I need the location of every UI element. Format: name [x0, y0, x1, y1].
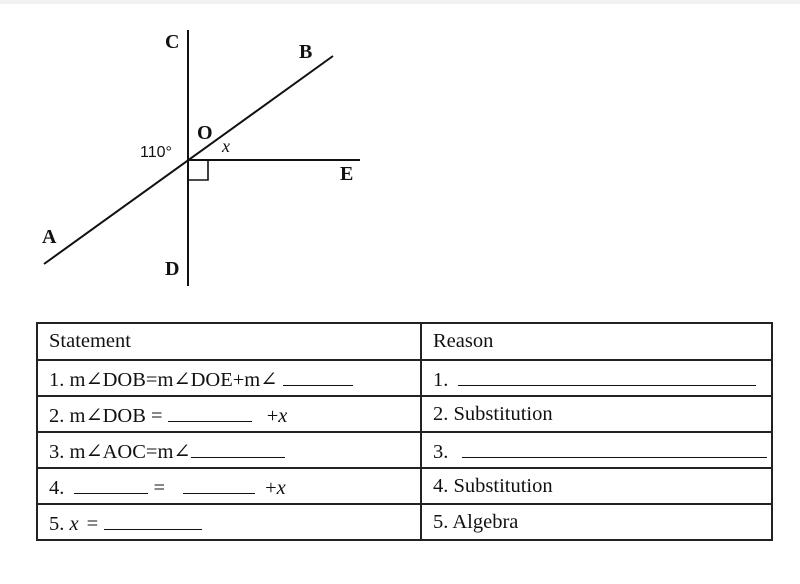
- reason-cell: [421, 360, 772, 396]
- statement-text: 1. m∠DOB=m∠DOE+m∠: [49, 368, 283, 391]
- statement-text: 4.: [49, 476, 70, 499]
- answer-blank[interactable]: [462, 437, 767, 458]
- table-row: [37, 432, 772, 468]
- table-row: [37, 468, 772, 504]
- statement-text: 3. m∠AOC=m∠: [49, 440, 191, 463]
- answer-blank[interactable]: [168, 401, 252, 422]
- answer-blank[interactable]: [191, 437, 285, 458]
- point-label-b: B: [299, 41, 313, 63]
- table-row: [37, 396, 772, 432]
- header-reason: Reason: [421, 323, 772, 360]
- reason-cell: [421, 432, 772, 468]
- equals-sign: =: [153, 476, 166, 499]
- reason-cell: 4. Substitution: [421, 468, 772, 504]
- table-row: [37, 504, 772, 540]
- table-header-row: [37, 323, 772, 360]
- statement-cell: [37, 360, 421, 396]
- point-label-e: E: [340, 163, 354, 185]
- plus-sign: +: [265, 476, 277, 499]
- answer-blank[interactable]: [458, 365, 756, 386]
- statement-text: 2. m∠DOB =: [49, 404, 168, 427]
- angle-label-x: x: [222, 136, 230, 156]
- header-statement: Statement: [37, 323, 421, 360]
- reason-text: 3.: [433, 440, 454, 463]
- angle-label-110: 110°: [140, 144, 172, 161]
- answer-blank[interactable]: [183, 473, 255, 494]
- statement-text: 5.: [49, 512, 70, 535]
- right-angle-marker: [188, 160, 208, 180]
- plus-sign: +: [266, 404, 279, 427]
- answer-blank[interactable]: [74, 473, 148, 494]
- statement-cell: [37, 504, 421, 540]
- point-label-o: O: [197, 122, 213, 144]
- answer-blank[interactable]: [104, 509, 202, 530]
- point-label-a: A: [42, 226, 57, 248]
- point-label-d: D: [165, 258, 180, 280]
- table-row: [37, 360, 772, 396]
- variable-x: x: [276, 476, 286, 499]
- variable-x: x: [69, 512, 79, 535]
- point-label-c: C: [165, 31, 180, 53]
- variable-x: x: [278, 404, 288, 427]
- statement-cell: [37, 432, 421, 468]
- statement-cell: [37, 468, 421, 504]
- proof-table: [36, 322, 773, 541]
- statement-cell: [37, 396, 421, 432]
- equals-sign: =: [86, 512, 99, 535]
- reason-cell: 5. Algebra: [421, 504, 772, 540]
- reason-text: 1.: [433, 368, 454, 391]
- answer-blank[interactable]: [283, 365, 353, 386]
- reason-cell: 2. Substitution: [421, 396, 772, 432]
